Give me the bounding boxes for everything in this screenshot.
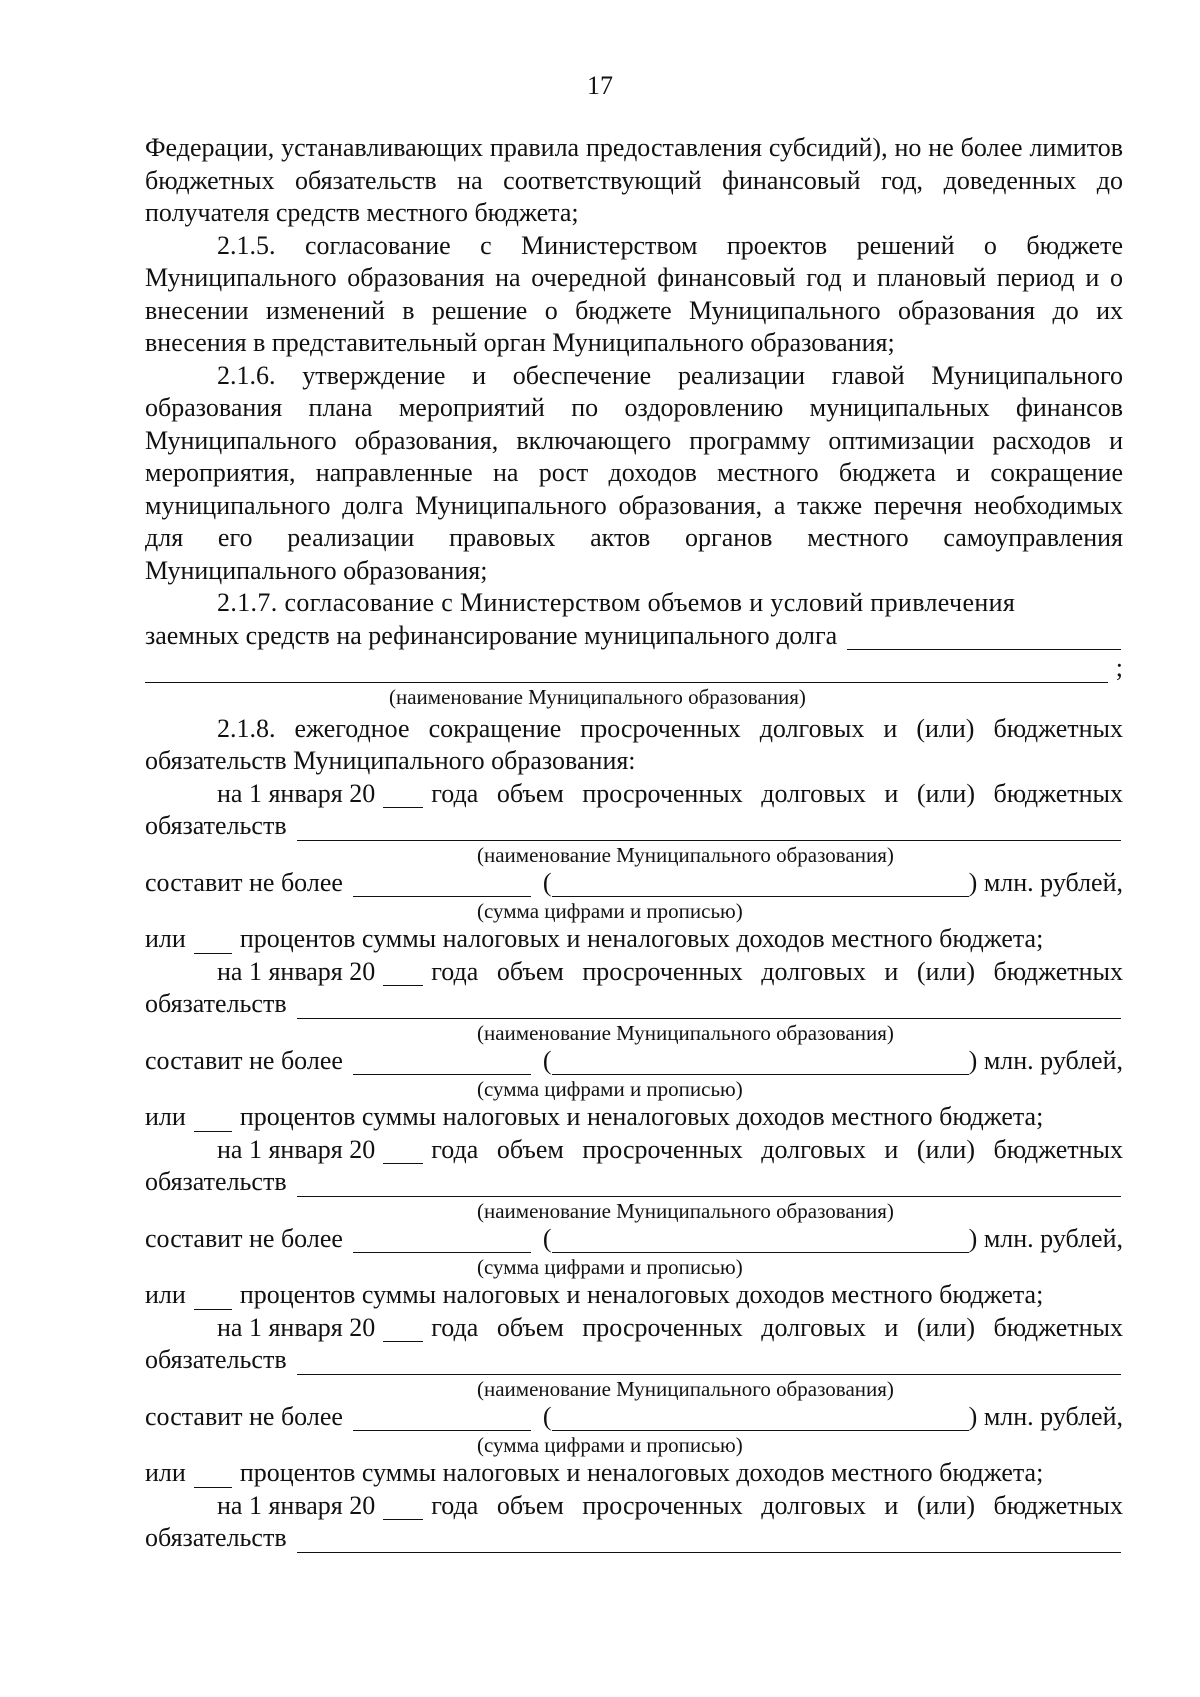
amount-line: составит не более ( ) млн. рублей, xyxy=(145,1223,1123,1253)
percent-line: или процентов суммы налоговых и неналоговых доходов местного бюджета; xyxy=(145,924,1044,953)
amount-line: составит не более ( ) млн. рублей, xyxy=(145,1401,1123,1431)
year-blank[interactable] xyxy=(383,783,423,808)
municipality-name-blank[interactable] xyxy=(297,1172,1121,1197)
amount-words-blank[interactable] xyxy=(552,1228,969,1253)
year-blank[interactable] xyxy=(383,961,423,986)
percent-blank[interactable] xyxy=(194,929,232,954)
caption-municipality: (наименование Муниципального образования) xyxy=(477,1198,894,1223)
amount-words-blank[interactable] xyxy=(552,1050,969,1075)
percent-blank[interactable] xyxy=(194,1463,232,1488)
obligations-line: обязательств xyxy=(145,810,1123,843)
percent-line: или процентов суммы налоговых и неналоговых доходов местного бюджета; xyxy=(145,1280,1044,1309)
amount-digits-blank[interactable] xyxy=(353,1050,531,1075)
municipality-name-blank[interactable] xyxy=(297,816,1121,841)
year-line: на 1 января 20 года объем просроченных долговых и (или) бюджетных xyxy=(217,1490,1123,1520)
amount-words-blank[interactable] xyxy=(552,1406,969,1431)
percent-blank[interactable] xyxy=(194,1107,232,1132)
percent-line: или процентов суммы налоговых и неналоговых доходов местного бюджета; xyxy=(145,1458,1044,1487)
paragraph-2-1-7-line3: ; xyxy=(145,652,1123,685)
paragraph-2-1-8: 2.1.8. ежегодное сокращение просроченных долговых и (или) бюджетных обязательств Муниципального образования: xyxy=(145,713,1123,775)
obligations-line: обязательств xyxy=(145,1344,1123,1377)
obligations-line: обязательств xyxy=(145,988,1123,1021)
caption-municipality: (наименование Муниципального образования) xyxy=(477,1376,894,1401)
amount-line: составит не более ( ) млн. рублей, xyxy=(145,867,1123,897)
paragraph-2-1-7-line1: 2.1.7. согласование с Министерством объемов и условий привлечения xyxy=(217,588,1016,617)
document-body xyxy=(145,132,1123,1555)
year-line: на 1 января 20 года объем просроченных долговых и (или) бюджетных xyxy=(217,778,1123,808)
percent-line: или процентов суммы налоговых и неналоговых доходов местного бюджета; xyxy=(145,1102,1044,1131)
municipality-name-blank[interactable] xyxy=(145,658,1108,683)
year-blank[interactable] xyxy=(383,1317,423,1342)
year-line: на 1 января 20 года объем просроченных долговых и (или) бюджетных xyxy=(217,1134,1123,1164)
municipality-name-blank[interactable] xyxy=(847,625,1121,650)
obligations-line: обязательств xyxy=(145,1522,1123,1555)
page-number: 17 xyxy=(587,71,613,100)
paragraph-intro: Федерации, устанавливающих правила предоставления субсидий), но не более лимитов бюджетных обязательств на соответствующий финансовый год, доведенных до получателя средств местного бюджета; xyxy=(145,133,1123,227)
amount-words-blank[interactable] xyxy=(552,872,969,897)
amount-digits-blank[interactable] xyxy=(353,1228,531,1253)
percent-blank[interactable] xyxy=(194,1285,232,1310)
caption-sum: (сумма цифрами и прописью) xyxy=(477,899,743,923)
year-blank[interactable] xyxy=(383,1495,423,1520)
year-line: на 1 января 20 года объем просроченных долговых и (или) бюджетных xyxy=(217,1312,1123,1342)
amount-line: составит не более ( ) млн. рублей, xyxy=(145,1045,1123,1075)
municipality-name-blank[interactable] xyxy=(297,1350,1121,1375)
amount-digits-blank[interactable] xyxy=(353,872,531,897)
year-line: на 1 января 20 года объем просроченных долговых и (или) бюджетных xyxy=(217,956,1123,986)
caption-municipality: (наименование Муниципального образования) xyxy=(477,842,894,867)
paragraph-2-1-5: 2.1.5. согласование с Министерством проектов решений о бюджете Муниципального образования на очередной финансовый год и плановый период и о внесении изменений в решение о бюджете Муниципального образования до их внесения в представительный орган Муниципального образования; xyxy=(145,230,1123,357)
caption-sum: (сумма цифрами и прописью) xyxy=(477,1077,743,1101)
caption-municipality: (наименование Муниципального образования) xyxy=(477,1020,894,1045)
caption-sum: (сумма цифрами и прописью) xyxy=(477,1433,743,1457)
obligations-line: обязательств xyxy=(145,1166,1123,1199)
municipality-name-blank[interactable] xyxy=(297,994,1121,1019)
amount-digits-blank[interactable] xyxy=(353,1406,531,1431)
paragraph-2-1-7-line2: заемных средств на рефинансирование муниципального долга xyxy=(145,620,1123,653)
municipality-name-blank[interactable] xyxy=(297,1528,1121,1553)
caption-sum: (сумма цифрами и прописью) xyxy=(477,1255,743,1279)
year-blank[interactable] xyxy=(383,1139,423,1164)
caption-municipality: (наименование Муниципального образования) xyxy=(389,684,806,709)
paragraph-2-1-6: 2.1.6. утверждение и обеспечение реализации главой Муниципального образования плана мероприятий по оздоровлению муниципальных финансов Муниципального образования, включающего программу оптимизации расходов и мероприятия, направленные на рост доходов местного бюджета и сокращение муниципального долга Муниципального образования, а также перечня необходимых для его реализации правовых актов органов местного самоуправления Муниципального образования; xyxy=(145,360,1123,585)
